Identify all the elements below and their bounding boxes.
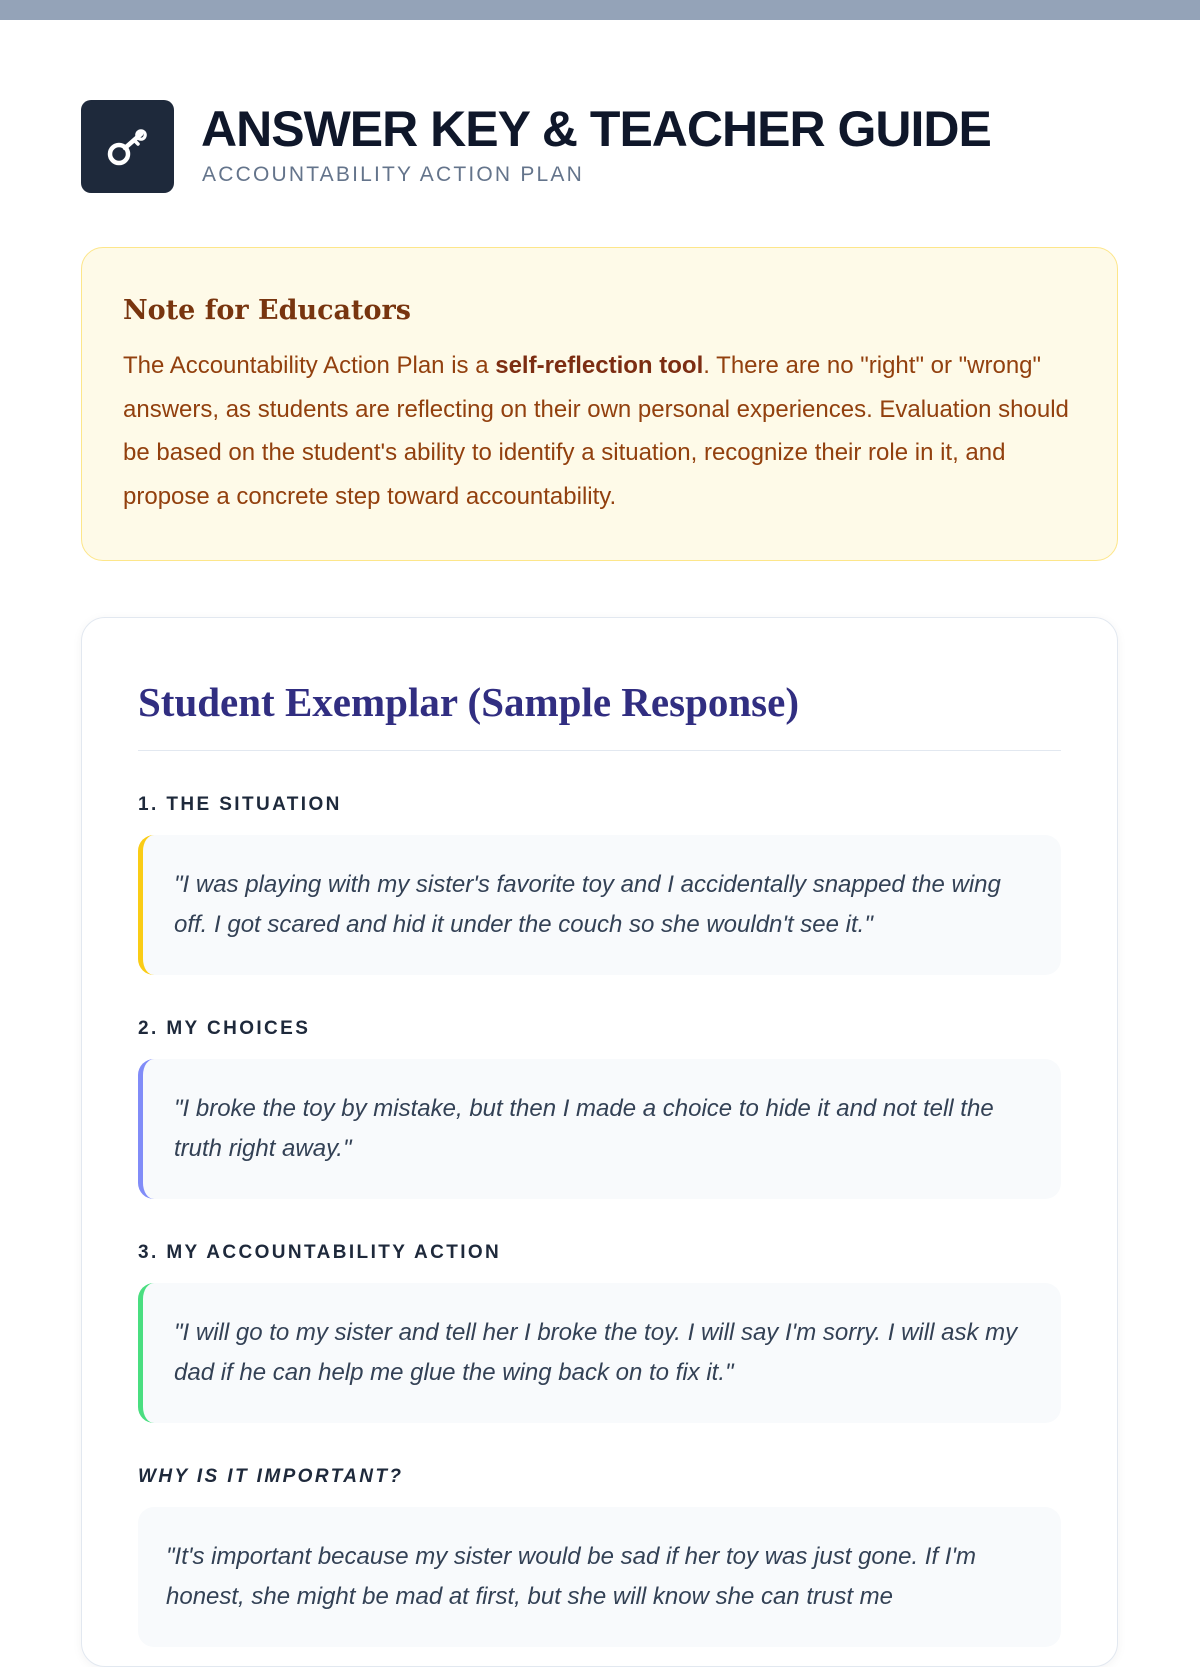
answer-action: "I will go to my sister and tell her I broke the toy. I will say I'm sorry. I will ask my dad if he can help me glue the wing back on to fix it." [138, 1283, 1061, 1423]
page-header [81, 100, 1121, 194]
section-label-action: 3. MY ACCOUNTABILITY ACTION [138, 1242, 502, 1263]
note-body [123, 344, 1077, 518]
page-subtitle: ACCOUNTABILITY ACTION PLAN [202, 163, 584, 186]
key-icon [103, 122, 153, 172]
exemplar-divider [138, 750, 1061, 751]
answer-situation: "I was playing with my sister's favorite toy and I accidentally snapped the wing off. I got scared and hid it under the couch so she wouldn't see it." [138, 835, 1061, 975]
answer-choices: "I broke the toy by mistake, but then I made a choice to hide it and not tell the truth right away." [138, 1059, 1061, 1199]
section-label-choices: 2. MY CHOICES [138, 1018, 311, 1039]
section-label-why: WHY IS IT IMPORTANT? [138, 1466, 404, 1487]
exemplar-card [81, 617, 1118, 1667]
note-body-start: The Accountability Action Plan is a [123, 352, 496, 379]
page-title: ANSWER KEY & TEACHER GUIDE [201, 101, 991, 157]
educator-note [81, 247, 1118, 561]
note-body-bold: self-reflection tool [495, 352, 704, 379]
note-title: Note for Educators [123, 295, 411, 326]
note-body-end: . There are no "right" or "wrong" answers, as students are reflecting on their own personal experiences. Evaluation should be based on the student's ability to identify a situation, recognize their role in it, and propose a concrete step toward accountability. [123, 352, 1069, 510]
section-label-situation: 1. THE SITUATION [138, 794, 342, 815]
exemplar-title: Student Exemplar (Sample Response) [138, 679, 799, 725]
logo-badge [81, 100, 174, 193]
answer-why: "It's important because my sister would be sad if her toy was just gone. If I'm honest, she might be mad at first, but she will know she can trust me [138, 1507, 1061, 1647]
top-bar [0, 0, 1200, 20]
